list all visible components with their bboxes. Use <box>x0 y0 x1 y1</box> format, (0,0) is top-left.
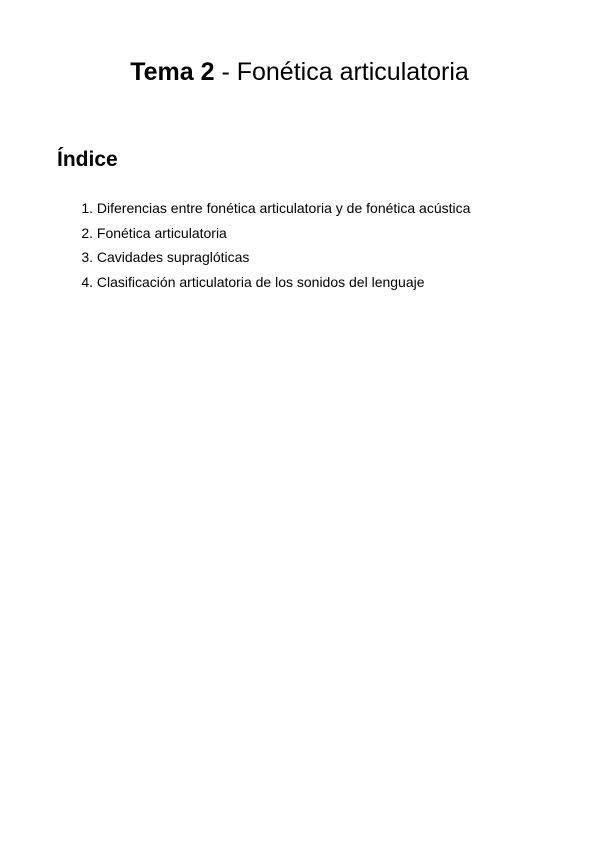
index-item-label[interactable]: Clasificación articulatoria de los sonidos del lenguaje <box>96 273 425 290</box>
title-topic-name: - Fonética articulatoria <box>214 58 469 86</box>
index-heading: Índice <box>57 148 118 171</box>
index-item-label[interactable]: Fonética articulatoria <box>96 224 227 241</box>
index-item[interactable] <box>57 221 470 246</box>
index-item-number: 4. <box>81 273 93 290</box>
title-topic-number: Tema 2 <box>130 58 215 86</box>
index-item[interactable] <box>57 196 470 221</box>
index-item-label[interactable]: Diferencias entre fonética articulatoria y de fonética acústica <box>96 200 471 216</box>
index-item-number: 1. <box>81 200 93 216</box>
index-item[interactable] <box>57 270 470 295</box>
index-item-number: 3. <box>81 249 93 265</box>
page-title <box>0 56 599 88</box>
index-list <box>57 196 470 294</box>
index-item-number: 2. <box>81 224 93 241</box>
index-item-label[interactable]: Cavidades supraglóticas <box>96 249 250 265</box>
index-item[interactable] <box>57 245 470 270</box>
